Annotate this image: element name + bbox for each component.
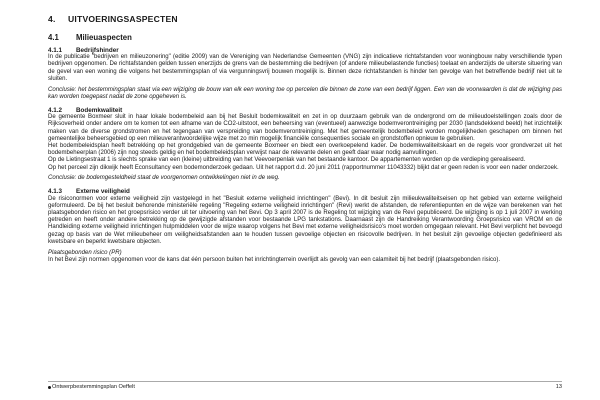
paragraph-bodem-2: Het bodembeleidsplan heeft betrekking op het grondgebied van de gemeente Boxmeer en biedt een overkoepelend kader. De bodemkwaliteitskaart en de regels voor grondverzet uit het bodembeheerplan (2006) zijn nog steeds geldig en het bodembeleidsplan verwijst naar de relevante delen en geeft daar waar nodig aanvullingen. bbox=[48, 142, 562, 157]
chapter-title: UITVOERINGSASPECTEN bbox=[68, 14, 178, 24]
chapter-heading bbox=[48, 14, 562, 25]
subsection-title: Bedrijfshinder bbox=[76, 47, 119, 54]
conclusion-bedrijfshinder: Conclusie: het bestemmingsplan staat via een wijziging de bouw van elk een woning toe op percelen die binnen de zone van een bedrijf liggen. Een van de voorwaarden is dat de wijziging pas kan worden toegepast nadat de zone opgeheven is. bbox=[48, 86, 562, 100]
paragraph-plaatsgebonden-risico: In het Bevi zijn normen opgenomen voor de kans dat één persoon buiten het inrichtingterrein overlijdt als gevolg van een calamiteit bij het bedrijf (plaatsgebonden risico). bbox=[48, 256, 501, 263]
subsection-number: 4.1.1 bbox=[48, 47, 63, 54]
subsection-number: 4.1.3 bbox=[48, 188, 63, 196]
subsection-heading-externe-veiligheid bbox=[48, 188, 562, 195]
chapter-number: 4. bbox=[48, 14, 56, 24]
paragraph-bedrijfshinder: In de publicatie "bedrijven en milieuzonering" (editie 2009) van de Vereniging van Nederlandse Gemeenten (VNG) zijn indicatieve richtafstanden voor woningbouw naby verschillende typen bedrijven opgenomen. De richtafstanden gelden tussen enerzijds de grens van de bestemming die bedrijven (of andere milieubelastende functies) toelaat en anderzijds de uiterste situering van de gevel van een woning die volgens het bestemmingsplan of via vergunningsvrij bouwen mogelijk is. Binnen deze richtafstanden is hinder ten gevolge van het betreffende bedrijf niet uit te sluiten. bbox=[48, 54, 562, 82]
subsection-number: 4.1.2 bbox=[48, 106, 63, 114]
footer-title: Ontwerpbestemmingsplan Oeffelt bbox=[52, 384, 135, 390]
pr-subheading: Plaatsgebonden risico (PR) bbox=[48, 249, 122, 256]
section-title: Milieuaspecten bbox=[76, 33, 132, 42]
footer-divider bbox=[48, 381, 562, 382]
paragraph-bodem-3: Op de Lietingsestraat 1 is slechts sprake van een (kleine) uitbreiding van het Veevoerpenlak van het bestaande kantoor. De appartementen worden op de verdieping gerealiseerd. bbox=[48, 157, 526, 164]
subsection-title: Externe veiligheid bbox=[76, 188, 130, 196]
section-number: 4.1 bbox=[48, 33, 59, 42]
bullet-icon bbox=[48, 386, 51, 389]
conclusion-bodemkwaliteit: Conclusie: de bodemgesteldheid staat de voorgenomen ontwikkelingen niet in de weg. bbox=[48, 175, 280, 182]
page-footer bbox=[48, 384, 562, 391]
subsection-title: Bodemkwaliteit bbox=[76, 106, 123, 114]
subsection-heading-bedrijfshinder bbox=[48, 47, 562, 54]
page-number: 13 bbox=[555, 384, 562, 390]
section-heading bbox=[48, 33, 562, 43]
paragraph-bodem-4: Op het perceel zijn dikwijk heeft Econsultancy een bodemonderzoek gedaan. Uit het rapport d.d. 20 juni 2011 (rapportnummer 11043332) blijkt dat er geen reden is voor een nader onderzoek. bbox=[48, 164, 559, 171]
document-page bbox=[48, 14, 562, 264]
subsection-heading-bodemkwaliteit bbox=[48, 107, 562, 114]
paragraph-externe-veiligheid: De risiconormen voor externe veiligheid zijn vastgelegd in het "Besluit externe veiligheid inrichtingen" (Bevi). In dit besluit zijn milieukwaliteitseisen op het gebied van externe veiligheid geformuleerd. De bij het besluit behorende ministeriële regeling "Regeling externe veiligheid inrichtingen" (Revi) werkt de afstanden, de referentiepunten en de wijze van berekenen van het plaatsgebonden risico en het groepsrisico verder uit ter uitvoering van het Bevi. Op 3 april 2007 is de Regeling tot wijziging van de Revi gepubliceerd. De wijziging is op 1 juli 2007 in werking getreden en heeft onder andere betrekking op de gewijzigde afstanden voor bestaande LPG tankstations. Daarnaast zijn de Handreiking Verantwoording Groepsrisico van VROM en de Handleiding externe veiligheid inrichtingen hulpmiddelen voor de wijze waarop volgens het Bevi met externe veiligheidsrisico's moet worden omgegaan relevant. Het Bevi verplicht het bevoegd gezag op basis van de Wet milieubeheer om veiligheidsafstanden aan te houden tussen gevoelige objecten en risicovolle bedrijven. In het besluit zijn gevoelige objecten gedefinieerd als kwetsbare en beperkt kwetsbare objecten. bbox=[48, 195, 562, 245]
paragraph-bodem-1: De gemeente Boxmeer sluit in haar lokale bodembeleid aan bij het Besluit bodemkwaliteit en zet in op duurzaam gebruik van de ondergrond om de milieudoelstellingen zoals door de Rijksoverheid onder andere om te komen tot een afname van de CO2-uitstoot, een beheersing van (eventueel) aanwezige bodemverontreiniging per 2030 (landsdekkend beeld) het inzichtelijk maken van de diverse grondstromen en het tegengaan van verspreiding van bodemverontreiniging. Met het gemeentelijk bodembeleid worden mogelijkheden geschapen om binnen het gemeentelijke beheersgebied op een milieuverantwoordelijke wijze met zo min mogelijk financiële consequenties sociale en grondstoffen opnieuw te gebruiken. bbox=[48, 114, 562, 142]
